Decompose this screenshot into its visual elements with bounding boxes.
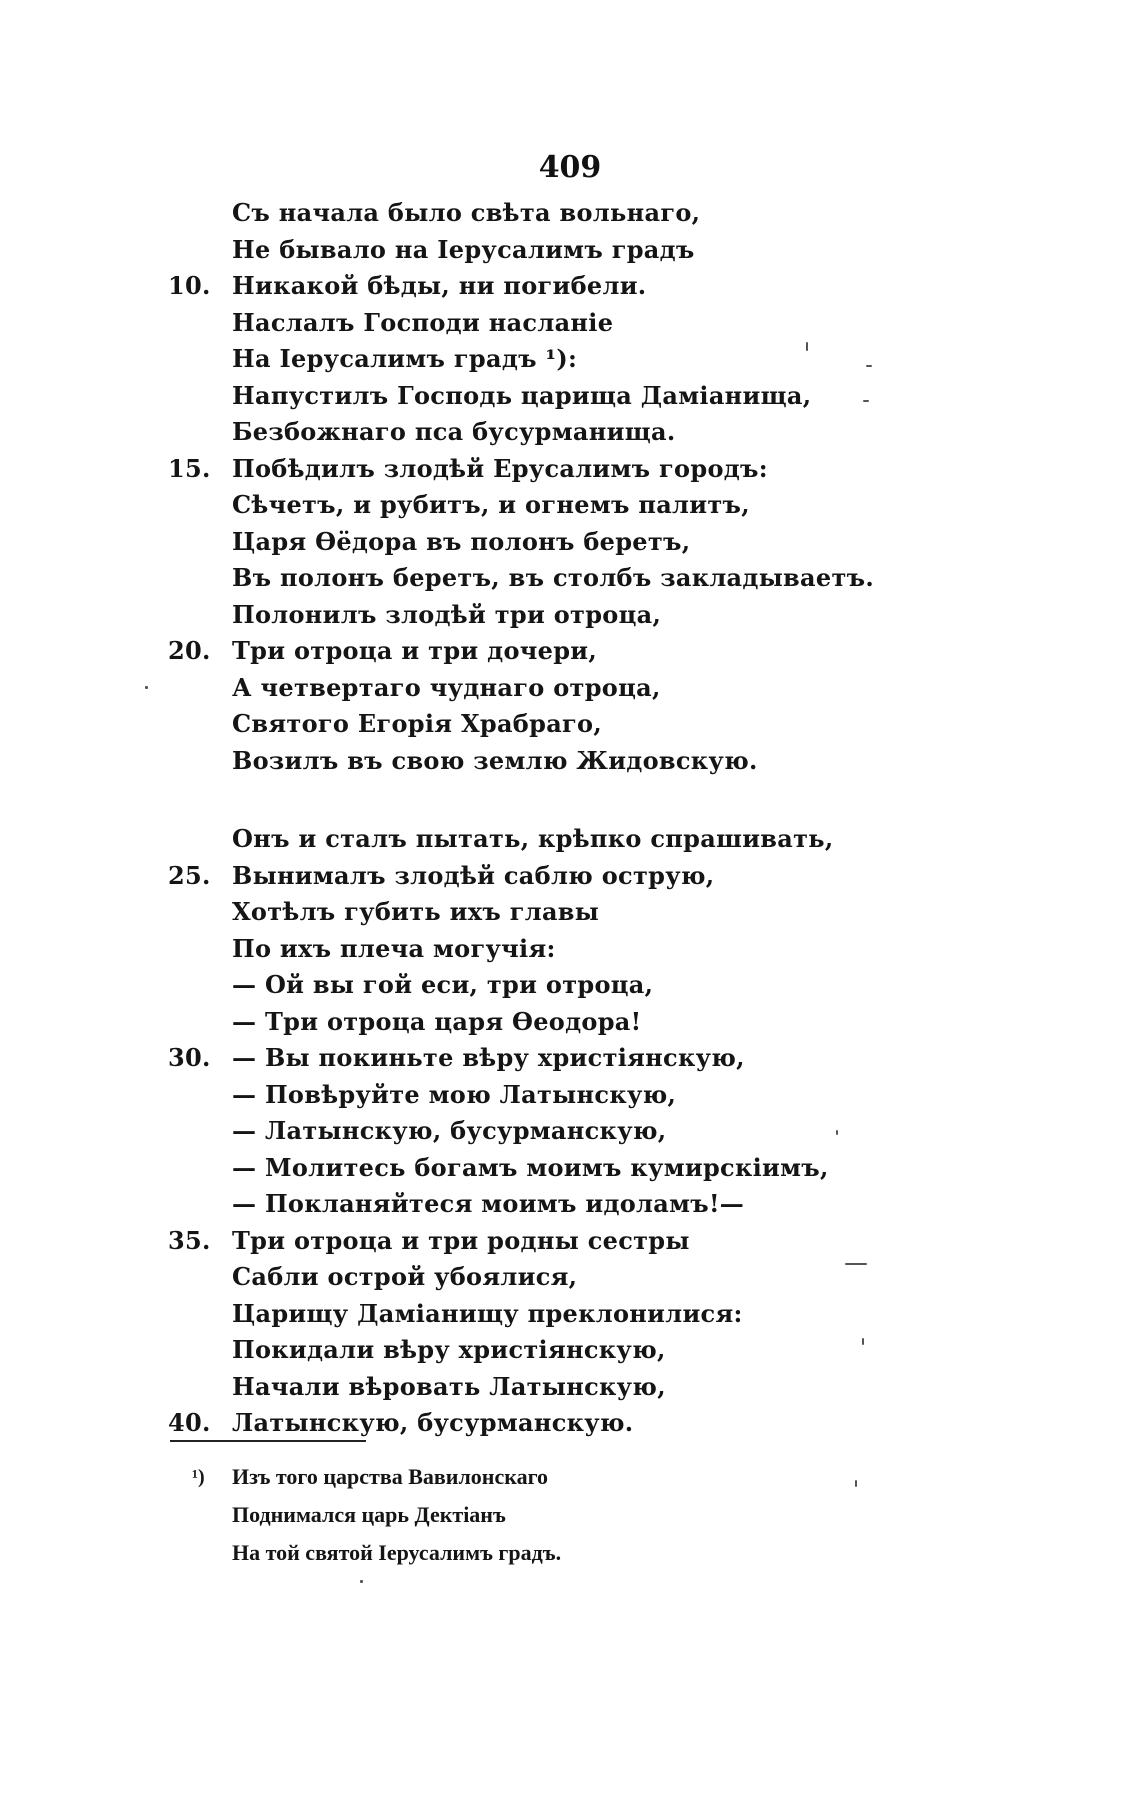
footnote-text: На той святой Іерусалимъ градъ.: [232, 1540, 562, 1565]
print-speck: [862, 1338, 864, 1345]
verse-line: [0, 305, 1140, 342]
verse-line: [0, 633, 1140, 670]
verse-line: [0, 268, 1140, 305]
line-number: 25.: [168, 860, 211, 890]
verse-line: [0, 1369, 1140, 1406]
verse-line: [0, 597, 1140, 634]
verse-line: [0, 524, 1140, 561]
print-speck: [360, 1580, 363, 1583]
verse-line: [0, 195, 1140, 232]
verse-text: Безбожнаго пса бусурманища.: [232, 417, 676, 446]
verse-text: Полонилъ злодѣй три отроца,: [232, 599, 662, 629]
verse-text: — Три отроца царя Ѳеодора!: [232, 1006, 642, 1036]
verse-text: Вынималъ злодѣй саблю острую,: [232, 860, 715, 890]
verse-text: Онъ и сталъ пытать, крѣпко спрашивать,: [232, 824, 834, 853]
line-number: 10.: [168, 271, 211, 300]
verse-line: [0, 560, 1140, 597]
verse-text: — Покланяйтеся моимъ идоламъ!—: [232, 1189, 745, 1218]
stanza-2: [0, 821, 1140, 1442]
footnote-rule: [170, 1440, 366, 1442]
verse-line: [0, 378, 1140, 415]
verse-line: [0, 858, 1140, 895]
verse-line: [0, 1040, 1140, 1077]
verse-text: А четвертаго чуднаго отроца,: [232, 672, 661, 702]
print-speck: [863, 400, 869, 402]
verse-text: — Повѣруйте мою Латынскую,: [232, 1079, 677, 1109]
footnote-line: [0, 1534, 1140, 1572]
verse-text: Напустилъ Господь царища Даміанища,: [232, 380, 812, 410]
verse-line: [0, 931, 1140, 968]
verse-text: Латынскую, бусурманскую.: [232, 1408, 634, 1437]
print-speck: [855, 1480, 857, 1487]
line-number: 20.: [168, 636, 211, 665]
verse-text: Съ начала было свѣта вольнаго,: [232, 198, 701, 227]
verse-text: Наслалъ Господи насланіе: [232, 307, 614, 337]
verse-line: [0, 414, 1140, 451]
verse-text: Въ полонъ беретъ, въ столбъ закладываетъ.: [232, 563, 874, 592]
verse-line: [0, 1259, 1140, 1296]
footnote-text: Поднимался царь Дектіанъ: [232, 1502, 506, 1527]
verse-line: [0, 1113, 1140, 1150]
print-speck: [866, 365, 872, 367]
verse-line: [0, 341, 1140, 378]
verse-text: Побѣдилъ злодѣй Ерусалимъ городъ:: [232, 453, 768, 483]
line-number: 40.: [168, 1408, 211, 1437]
verse-line: [0, 743, 1140, 780]
footnote-mark: ¹): [192, 1466, 205, 1488]
verse-line: [0, 1332, 1140, 1369]
print-speck: [836, 1130, 838, 1135]
verse-line: [0, 1296, 1140, 1333]
verse-text: По ихъ плеча могучія:: [232, 933, 556, 963]
verse-text: — Латынскую, бусурманскую,: [232, 1116, 667, 1145]
stanza-1: [0, 195, 1140, 779]
verse-text: Три отроца и три родны сестры: [232, 1225, 690, 1255]
verse-text: На Іерусалимъ градъ ¹):: [232, 344, 578, 373]
verse-line: [0, 1405, 1140, 1442]
verse-text: Три отроца и три дочери,: [232, 636, 598, 665]
verse-text: Покидали вѣру христіянскую,: [232, 1335, 666, 1364]
verse-line: [0, 670, 1140, 707]
print-speck: [806, 342, 808, 351]
verse-text: — Молитесь богамъ моимъ кумирскіимъ,: [232, 1152, 829, 1182]
footnote-text: Изъ того царства Вавилонскаго: [232, 1464, 549, 1489]
print-speck: [845, 1263, 867, 1265]
verse-text: Хотѣлъ губить ихъ главы: [232, 897, 600, 926]
verse-text: Царищу Даміанищу преклонилися:: [232, 1298, 743, 1328]
verse-line: [0, 967, 1140, 1004]
verse-text: Никакой бѣды, ни погибели.: [232, 271, 647, 300]
page-number: 409: [538, 150, 602, 185]
verse-text: Святого Егорія Храбраго,: [232, 709, 603, 738]
verse-line: [0, 894, 1140, 931]
verse-line: [0, 706, 1140, 743]
verse-text: Начали вѣровать Латынскую,: [232, 1371, 666, 1401]
verse-line: [0, 232, 1140, 269]
footnote-line: [0, 1458, 1140, 1496]
verse-line: [0, 487, 1140, 524]
verse-line: [0, 1223, 1140, 1260]
poem-text: [0, 195, 1140, 1442]
verse-text: — Ой вы гой еси, три отроца,: [232, 970, 654, 999]
footnotes: [0, 1458, 1140, 1572]
stanza-gap: [0, 779, 1140, 821]
footnote-line: [0, 1496, 1140, 1534]
verse-line: [0, 1004, 1140, 1041]
verse-text: Сѣчетъ, и рубитъ, и огнемъ палитъ,: [232, 490, 750, 519]
verse-line: [0, 1186, 1140, 1223]
verse-text: Царя Ѳёдора въ полонъ беретъ,: [232, 526, 691, 556]
verse-line: [0, 451, 1140, 488]
verse-text: — Вы покиньте вѣру христіянскую,: [232, 1043, 745, 1072]
line-number: 15.: [168, 453, 211, 483]
line-number: 35.: [168, 1225, 211, 1255]
verse-text: Сабли острой убоялися,: [232, 1262, 578, 1291]
verse-line: [0, 1150, 1140, 1187]
verse-line: [0, 821, 1140, 858]
verse-line: [0, 1077, 1140, 1114]
print-speck: [145, 686, 148, 689]
verse-text: Не бывало на Іерусалимъ градъ: [232, 234, 695, 264]
verse-text: Возилъ въ свою землю Жидовскую.: [232, 745, 758, 775]
line-number: 30.: [168, 1043, 211, 1072]
